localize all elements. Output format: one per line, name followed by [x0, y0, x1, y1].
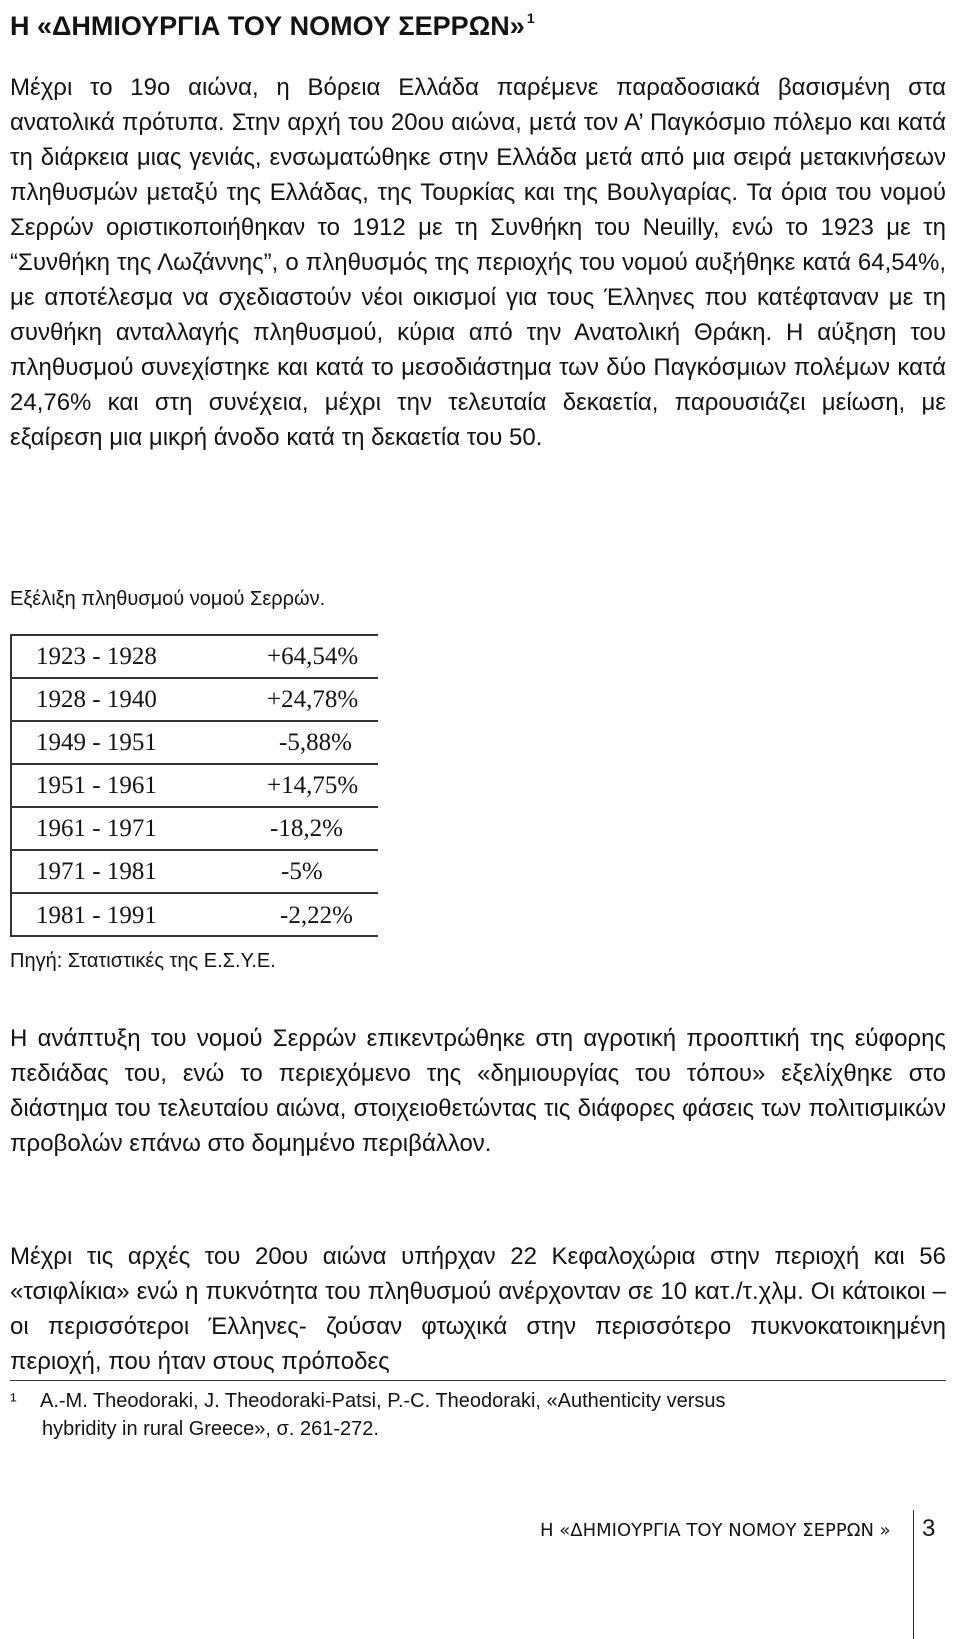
footer-divider	[913, 1510, 914, 1639]
footnote-line-1: A.-M. Theodoraki, J. Theodoraki-Patsi, P.-C. Theodoraki, «Authenticity versus	[40, 1390, 726, 1412]
footnote-divider	[10, 1380, 946, 1381]
table-row	[12, 722, 378, 765]
paragraph-development: Η ανάπτυξη του νομού Σερρών επικεντρώθηκε στη αγροτική προοπτική της εύφορης πεδιάδας του, ενώ το περιεχόμενο της «δημιουργίας του τόπου» εξελίχθηκε στο διάστημα του τελευταίου αιώνα, στοιχειοθετώντας τις διάφορες φάσεις των πολιτισμικών προβολών επάνω στο δομημένο περιβάλλον.	[10, 1025, 946, 1157]
table-row	[12, 636, 378, 679]
table-row	[12, 894, 378, 937]
page-title-text: Η «ΔΗΜΙΟΥΡΓΙΑ ΤΟΥ ΝΟΜΟΥ ΣΕΡΡΩΝ»	[10, 11, 525, 41]
table-cell-period: 1971 - 1981	[36, 857, 157, 885]
table-cell-change: +24,78%	[267, 685, 359, 713]
table-cell-period: 1923 - 1928	[36, 642, 157, 670]
table-row	[12, 679, 378, 722]
paragraph-intro: Μέχρι το 19ο αιώνα, η Βόρεια Ελλάδα παρέμενε παραδοσιακά βασισμένη στα ανατολικά πρότυπα. Στην αρχή του 20ου αιώνα, μετά τον Α’ Παγκόσμιο πόλεμο και κατά τη διάρκεια μιας γενιάς, ενσωματώθηκε στην Ελλάδα μετά από μια σειρά μετακινήσεων πληθυσμών μεταξύ της Ελλάδας, της Τουρκίας και της Βουλγαρίας. Τα όρια του νομού Σερρών οριστικοποιήθηκαν το 1912 με τη Συνθήκη του Neuilly, ενώ το 1923 με τη “Συνθήκη της Λωζάννης”, ο πληθυσμός της περιοχής του νομού αυξήθηκε κατά 64,54%, με αποτέλεσμα να σχεδιαστούν νέοι οικισμοί για τους Έλληνες που κατέφταναν με τη συνθήκη ανταλλαγής πληθυσμού, κύρια από την Ανατολική Θράκη. Η αύξηση του πληθυσμού συνεχίστηκε και κατά το μεσοδιάστημα των δύο Παγκόσμιων πολέμων κατά 24,76% και στη συνέχεια, μέχρι την τελευταία δεκαετία, παρουσιάζει μείωση, με εξαίρεση μια μικρή άνοδο κατά τη δεκαετία του 50.	[10, 74, 946, 451]
running-footer-title: Η «ΔΗΜΙΟΥΡΓΙΑ ΤΟΥ ΝΟΜΟΥ ΣΕΡΡΩΝ »	[540, 1520, 891, 1541]
footnote-reference: 1	[526, 10, 535, 26]
table-cell-change: -2,22%	[280, 901, 353, 929]
table-row	[12, 851, 378, 894]
footnote-mark: ¹	[10, 1390, 17, 1412]
table-cell-change: +14,75%	[267, 771, 359, 799]
table-cell-period: 1928 - 1940	[36, 685, 157, 713]
paragraph-villages: Μέχρι τις αρχές του 20ου αιώνα υπήρχαν 22 Κεφαλοχώρια στην περιοχή και 56 «τσιφλίκια» ενώ η πυκνότητα του πληθυσμού ανέρχονταν σε 10 κατ./τ.χλμ. Οι κάτοικοι –οι περισσότεροι Έλληνες- ζούσαν φτωχικά στην περισσότερο πυκνοκατοικημένη περιοχή, που ήταν στους πρόποδες	[10, 1243, 946, 1375]
table-source: Πηγή: Στατιστικές της Ε.Σ.Υ.Ε.	[10, 950, 276, 972]
table-cell-period: 1961 - 1971	[36, 814, 157, 842]
page-number: 3	[922, 1515, 936, 1542]
footnote-line-2: hybridity in rural Greece», σ. 261-272.	[42, 1418, 379, 1440]
table-cell-period: 1981 - 1991	[36, 901, 157, 929]
table-cell-change: -18,2%	[270, 814, 343, 842]
table-cell-change: +64,54%	[267, 642, 359, 670]
table-row	[12, 808, 378, 851]
table-cell-change: -5,88%	[279, 728, 352, 756]
table-cell-period: 1949 - 1951	[36, 728, 157, 756]
table-cell-change: -5%	[281, 857, 323, 885]
population-table	[10, 634, 378, 937]
page-title	[10, 2, 535, 42]
table-caption: Εξέλιξη πληθυσμού νομού Σερρών.	[10, 588, 326, 610]
table-row	[12, 765, 378, 808]
table-cell-period: 1951 - 1961	[36, 771, 157, 799]
